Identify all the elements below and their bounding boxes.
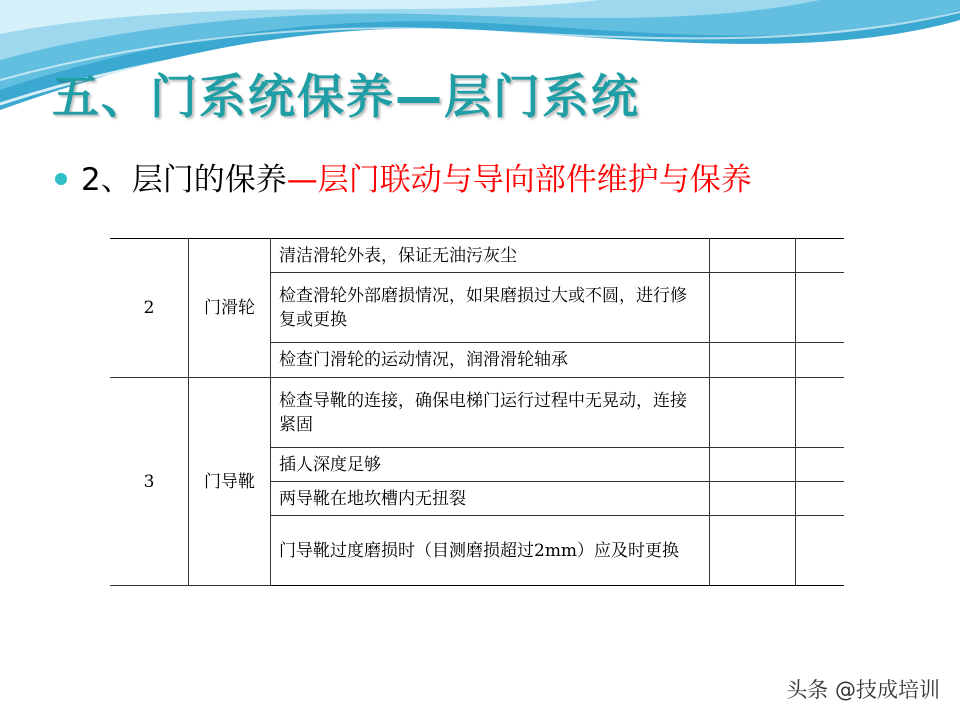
task-text: 检查滑轮外部磨损情况，如果磨损过大或不圆，进行修复或更换: [271, 273, 710, 343]
blank-cell: [796, 516, 845, 586]
task-text: 插人深度足够: [271, 448, 710, 482]
blank-cell: [796, 239, 845, 273]
task-text: 检查导靴的连接，确保电梯门运行过程中无晃动，连接紧固: [271, 378, 710, 448]
blank-cell: [710, 378, 796, 448]
bullet-dot-icon: [55, 173, 67, 185]
blank-cell: [796, 448, 845, 482]
blank-cell: [796, 378, 845, 448]
slide-title: 五、门系统保养—层门系统: [52, 70, 640, 125]
bullet-highlight: —层门联动与导向部件维护与保养: [286, 162, 752, 198]
task-text: 清洁滑轮外表，保证无油污灰尘: [271, 239, 710, 273]
watermark: 头条 @技成培训: [786, 678, 940, 702]
blank-cell: [796, 482, 845, 516]
blank-cell: [710, 273, 796, 343]
part-name: 门导靴: [189, 378, 271, 586]
blank-cell: [710, 343, 796, 378]
row-number: 2: [110, 239, 189, 378]
task-text: 两导靴在地坎槽内无扭裂: [271, 482, 710, 516]
blank-cell: [710, 516, 796, 586]
blank-cell: [796, 273, 845, 343]
row-number: 3: [110, 378, 189, 586]
table-row: [110, 239, 844, 273]
blank-cell: [710, 448, 796, 482]
blank-cell: [796, 343, 845, 378]
task-text: 门导靴过度磨损时（目测磨损超过2mm）应及时更换: [271, 516, 710, 586]
bullet-prefix: 2、层门的保养: [81, 162, 287, 198]
blank-cell: [710, 482, 796, 516]
table-row: [110, 378, 844, 448]
bullet-line: [55, 158, 752, 202]
maintenance-table: [110, 238, 844, 586]
blank-cell: [710, 239, 796, 273]
task-text: 检查门滑轮的运动情况，润滑滑轮轴承: [271, 343, 710, 378]
part-name: 门滑轮: [189, 239, 271, 378]
